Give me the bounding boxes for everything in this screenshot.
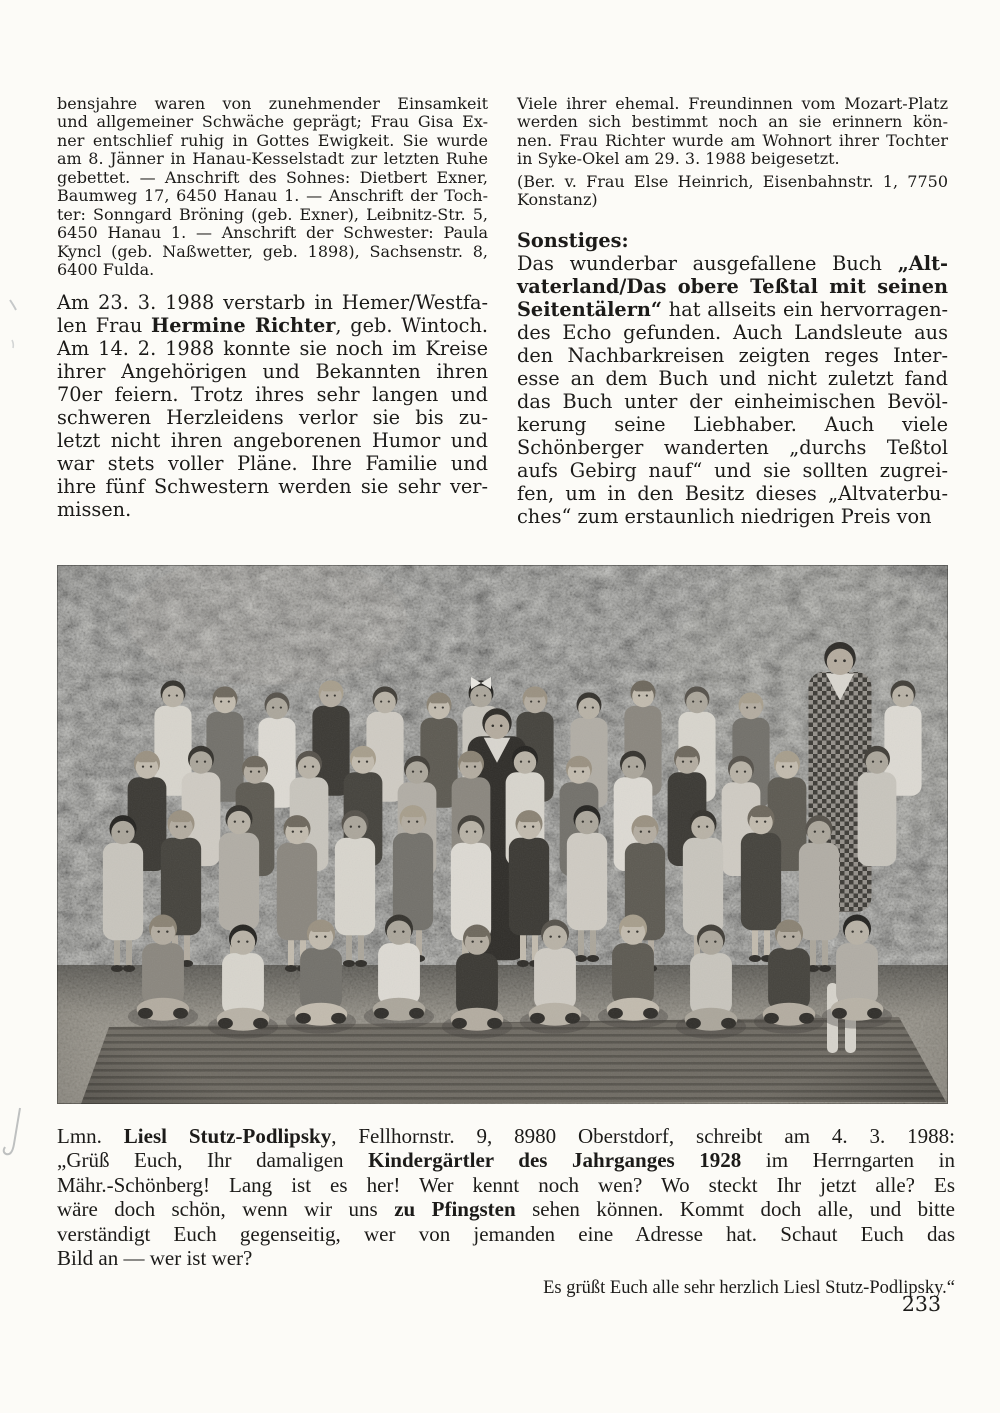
text-line: nen. Frau Richter wurde am Wohnort ihrer Tochter <box>517 130 948 150</box>
text-line: 70er feiern. Trotz ihres sehr langen und <box>57 382 488 406</box>
report-credit-paragraph <box>517 173 948 210</box>
obituary-richter-paragraph <box>57 291 488 521</box>
pen-mark-lower <box>0 1104 30 1174</box>
obituary-exner-paragraph <box>57 95 488 280</box>
text-line: gebettet. — Anschrift des Sohnes: Dietbert Exner, <box>57 167 488 187</box>
text-line: Konstanz) <box>517 190 598 210</box>
sonstiges-paragraph <box>517 252 948 528</box>
text-line: Am 14. 2. 1988 konnte sie noch im Kreise <box>57 336 488 360</box>
text-line: Viele ihrer ehemal. Freundinnen vom Mozart-Platz <box>517 94 948 113</box>
text-line: war stets voller Pläne. Ihre Familie und <box>57 451 488 475</box>
text-line: fen, um in den Besitz dieses „Altvaterbu- <box>517 481 948 505</box>
text-line: Mähr.-Schönberg! Lang ist es her! Wer kennt noch wen? Wo steckt Ihr jetzt alle? Es <box>57 1172 955 1197</box>
text-line: ihrer Angehörigen und Bekannten ihren <box>57 359 488 383</box>
text-line: am 8. Jänner in Hanau-Kesselstadt zur letzten Ruhe <box>57 149 488 169</box>
right-column <box>517 95 948 528</box>
text-columns <box>57 95 949 528</box>
text-line: missen. <box>57 497 132 521</box>
text-line: esse an dem Buch und nicht zuletzt fand <box>517 366 948 390</box>
text-line: Schönberger wanderten „durchs Teßtol <box>517 435 948 459</box>
text-line: werden sich bestimmt noch an sie erinnern kön- <box>517 112 948 132</box>
text-line: Baumweg 17, 6450 Hanau 1. — Anschrift der Toch- <box>57 186 488 206</box>
text-line: in Syke-Okel am 29. 3. 1988 beigesetzt. <box>517 149 840 169</box>
text-line: bensjahre waren von zunehmender Einsamkeit <box>57 94 488 113</box>
text-line: verständigt Euch gegenseitig, wer von jemanden eine Adresse hat. Schaut Euch das <box>57 1221 955 1246</box>
text-line: Am 23. 3. 1988 verstarb in Hemer/Westfa- <box>57 290 488 314</box>
text-line: des Echo gefunden. Auch Landsleute aus <box>517 320 948 344</box>
photo-caption <box>57 1124 955 1301</box>
text-line: ihre fünf Schwestern werden sie sehr ver- <box>57 474 488 498</box>
text-line: schweren Herzleidens verlor sie bis zu- <box>57 405 488 429</box>
text-line: „Grüß Euch, Ihr damaligen Kindergärtler des Jahrganges 1928 im Herrngarten in <box>57 1148 955 1173</box>
text-line: ter: Sonngard Bröning (geb. Exner), Leibnitz-Str. 5, <box>57 204 488 224</box>
sonstiges-heading: Sonstiges: <box>517 228 629 252</box>
page-number: 233 <box>901 1292 941 1316</box>
text-line: kerung seine Liebhaber. Auch viele <box>517 412 948 436</box>
text-line: ches“ zum erstaunlich niedrigen Preis von <box>517 504 932 528</box>
text-line: 6450 Hanau 1. — Anschrift der Schwester: Paula <box>57 223 488 243</box>
left-column <box>57 95 488 528</box>
pen-mark-upper <box>4 292 30 352</box>
text-line: Bild an — wer ist wer? <box>57 1246 253 1271</box>
text-line: len Frau Hermine Richter, geb. Wintoch. <box>57 313 488 337</box>
text-line: 6400 Fulda. <box>57 260 155 280</box>
caption-text <box>57 1124 955 1270</box>
text-line: letzt nicht ihren angeborenen Humor und <box>57 428 488 452</box>
text-line: wäre doch schön, wenn wir uns zu Pfingsten sehen können. Kommt doch alle, und bitte <box>57 1197 956 1222</box>
text-line: ner entschlief ruhig in Gottes Ewigkeit. Sie wurde <box>57 130 488 150</box>
text-line: Seitentälern“ hat allseits ein hervorragen- <box>517 297 948 321</box>
text-line: vaterland/Das obere Teßtal mit seinen <box>517 274 948 298</box>
text-line: und allgemeiner Schwäche geprägt; Frau Gisa Ex- <box>57 112 488 132</box>
text-line: Das wunderbar ausgefallene Buch „Alt- <box>517 251 948 275</box>
text-line: aufs Gebirg nauf“ und sie sollten zugrei- <box>517 458 948 482</box>
text-line: den Nachbarkreisen zeigten reges Inter- <box>517 343 948 367</box>
text-line: das Buch unter der einheimischen Bevöl- <box>517 389 948 413</box>
richter-continued-paragraph <box>517 95 948 169</box>
text-line: Kyncl (geb. Naßwetter, geb. 1898), Sachsenstr. 8, <box>57 241 488 261</box>
class-photo <box>57 565 948 1104</box>
text-line: Lmn. Liesl Stutz-Podlipsky, Fellhornstr. 9, 8980 Oberstdorf, schreibt am 4. 3. 1988: <box>57 1124 955 1148</box>
caption-signoff: Es grüßt Euch alle sehr herzlich Liesl Stutz-Podlipsky.“ <box>543 1278 955 1299</box>
text-line: (Ber. v. Frau Else Heinrich, Eisenbahnstr. 1, 7750 <box>517 171 948 191</box>
